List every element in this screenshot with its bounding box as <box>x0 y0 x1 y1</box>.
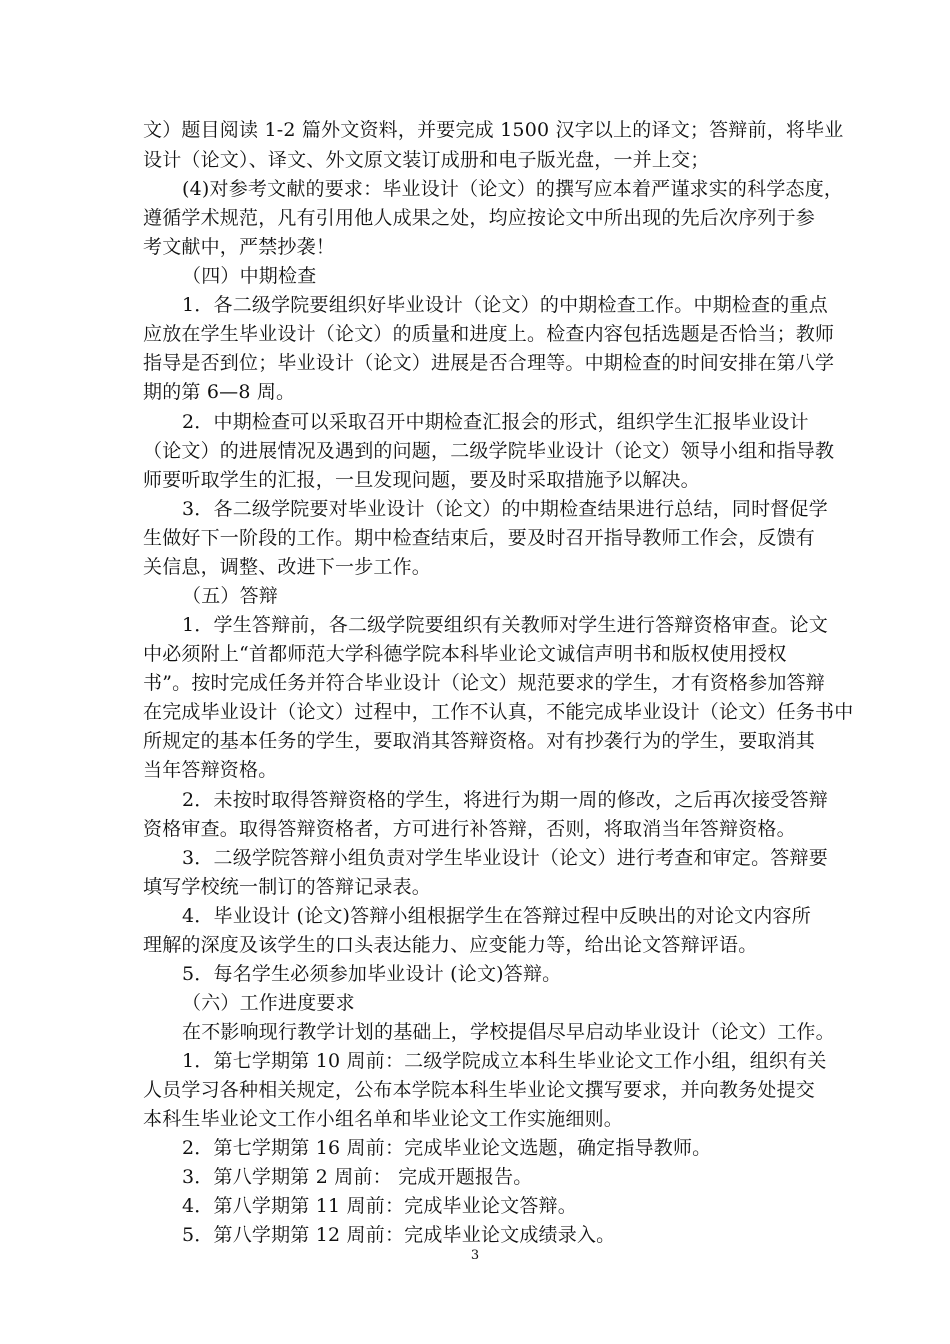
text-line: 设计（论文）、译文、外文原文装订成册和电子版光盘，一并上交； <box>143 149 710 171</box>
section-heading: （五）答辩 <box>182 585 279 607</box>
text-line: 2．第七学期第 16 周前：完成毕业论文选题，确定指导教师。 <box>182 1137 712 1159</box>
text-line: 1．第七学期第 10 周前：二级学院成立本科生毕业论文工作小组，组织有关 <box>182 1050 827 1072</box>
text-line: 应放在学生毕业设计（论文）的质量和进度上。检查内容包括选题是否恰当；教师 <box>143 323 835 345</box>
text-line: 1．各二级学院要组织好毕业设计（论文）的中期检查工作。中期检查的重点 <box>182 294 828 316</box>
text-line: 3．各二级学院要对毕业设计（论文）的中期检查结果进行总结，同时督促学 <box>182 498 828 520</box>
text-line: 填写学校统一制订的答辩记录表。 <box>143 876 432 898</box>
text-line: 指导是否到位；毕业设计（论文）进展是否合理等。中期检查的时间安排在第八学 <box>143 352 835 374</box>
text-line: 书”。按时完成任务并符合毕业设计（论文）规范要求的学生，才有资格参加答辩 <box>143 672 825 694</box>
text-line: 所规定的基本任务的学生，要取消其答辩资格。对有抄袭行为的学生，要取消其 <box>143 730 816 752</box>
text-line: 本科生毕业论文工作小组名单和毕业论文工作实施细则。 <box>143 1108 624 1130</box>
text-line: 4．第八学期第 11 周前：完成毕业论文答辩。 <box>182 1195 577 1217</box>
text-line: 生做好下一阶段的工作。期中检查结束后，要及时召开指导教师工作会，反馈有 <box>143 527 816 549</box>
text-line: （论文）的进展情况及遇到的问题，二级学院毕业设计（论文）领导小组和指导教 <box>143 440 835 462</box>
text-line: 关信息，调整、改进下一步工作。 <box>143 556 432 578</box>
text-line: 5．每名学生必须参加毕业设计 (论文)答辩。 <box>182 963 562 985</box>
text-line: 遵循学术规范，凡有引用他人成果之处，均应按论文中所出现的先后次序列于参 <box>143 207 816 229</box>
text-line: 在完成毕业设计（论文）过程中，工作不认真，不能完成毕业设计（论文）任务书中 <box>143 701 854 723</box>
text-line: 中必须附上“首都师范大学科德学院本科毕业论文诚信声明书和版权使用授权 <box>143 643 787 665</box>
text-line: 1．学生答辩前，各二级学院要组织有关教师对学生进行答辩资格审查。论文 <box>182 614 828 636</box>
text-line: 期的第 6—8 周。 <box>143 381 296 403</box>
text-line: 3．二级学院答辩小组负责对学生毕业设计（论文）进行考查和审定。答辩要 <box>182 847 828 869</box>
section-heading: （六）工作进度要求 <box>182 992 355 1014</box>
text-line: 理解的深度及该学生的口头表达能力、应变能力等，给出论文答辩评语。 <box>143 934 758 956</box>
text-line: 2．未按时取得答辩资格的学生，将进行为期一周的修改，之后再次接受答辩 <box>182 789 828 811</box>
text-line: 2．中期检查可以采取召开中期检查汇报会的形式，组织学生汇报毕业设计 <box>182 411 809 433</box>
text-line: 文）题目阅读 1-2 篇外文资料，并要完成 1500 汉字以上的译文；答辩前，将毕业 <box>143 119 844 141</box>
text-line: 5．第八学期第 12 周前：完成毕业论文成绩录入。 <box>182 1224 616 1246</box>
section-heading: （四）中期检查 <box>182 265 317 287</box>
text-line: 人员学习各种相关规定，公布本学院本科生毕业论文撰写要求，并向教务处提交 <box>143 1079 816 1101</box>
text-line: 3．第八学期第 2 周前： 完成开题报告。 <box>182 1166 533 1188</box>
text-line: 资格审查。取得答辩资格者，方可进行补答辩，否则，将取消当年答辩资格。 <box>143 818 796 840</box>
text-line: 考文献中，严禁抄袭！ <box>143 236 336 258</box>
text-line: 当年答辩资格。 <box>143 759 278 781</box>
page-number: 3 <box>470 1248 480 1263</box>
text-line: 师要听取学生的汇报，一旦发现问题，要及时采取措施予以解决。 <box>143 469 700 491</box>
text-line: 在不影响现行教学计划的基础上，学校提倡尽早启动毕业设计（论文）工作。 <box>182 1021 835 1043</box>
text-line: 4．毕业设计 (论文)答辩小组根据学生在答辩过程中反映出的对论文内容所 <box>182 905 811 927</box>
text-line: (4)对参考文献的要求：毕业设计（论文）的撰写应本着严谨求实的科学态度， <box>182 178 844 200</box>
